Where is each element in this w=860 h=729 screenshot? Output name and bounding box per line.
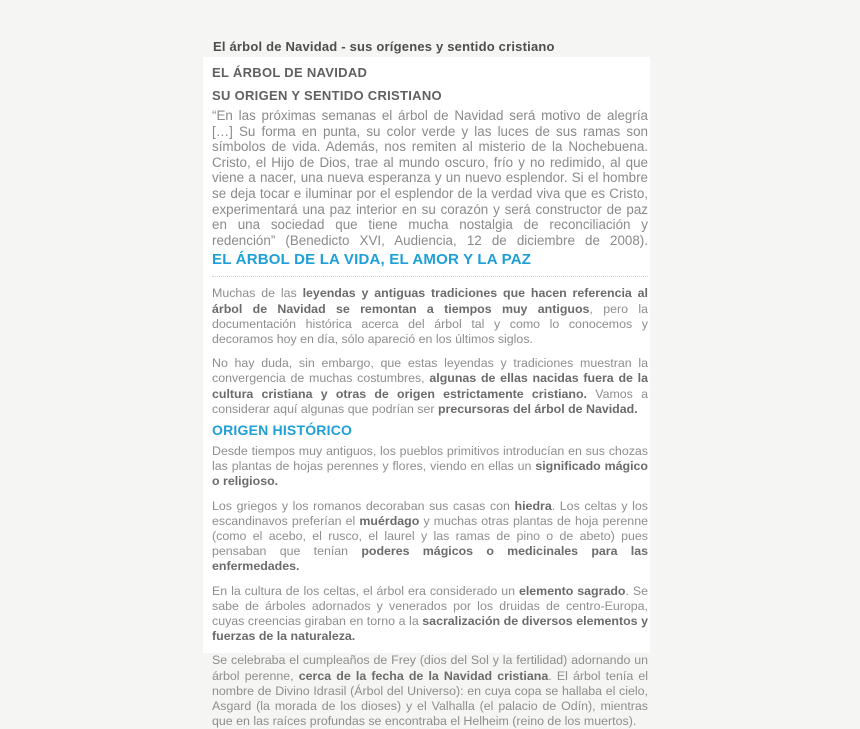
bold-text-run: leyendas y antiguas tradiciones que hacen referencia al árbol de Navidad se remontan a tiempos muy antiguos xyxy=(212,286,648,316)
text-run: . Los celtas y los escandinavos preferían el xyxy=(212,498,649,528)
paragraph-greeks-romans xyxy=(212,499,648,575)
document-title: El árbol de Navidad - sus orígenes y sentido cristiano xyxy=(213,39,555,54)
bold-text-run: significado mágico o religioso. xyxy=(212,459,648,489)
text-run: Muchas de las xyxy=(212,286,303,301)
sub-heading: SU ORIGEN Y SENTIDO CRISTIANO xyxy=(212,88,442,103)
bold-text-run: muérdago xyxy=(359,513,420,528)
paragraph-convergence xyxy=(212,356,648,417)
paragraph-celts xyxy=(212,584,648,645)
text-run: En la cultura de los celtas, el árbol era considerado un xyxy=(212,583,519,598)
text-run: Se celebraba el cumpleaños de Frey (dios del Sol y la fertilidad) adornando un árbol perenne, xyxy=(212,653,648,683)
main-heading: EL ÁRBOL DE NAVIDAD xyxy=(212,65,368,80)
bold-text-run: poderes mágicos o medicinales para las enfermedades. xyxy=(212,544,648,574)
text-run: No hay duda, sin embargo, que estas leyendas y tradiciones muestran la convergencia de muchas costumbres, xyxy=(212,356,648,386)
section-heading-tree-of-life: EL ÁRBOL DE LA VIDA, EL AMOR Y LA PAZ xyxy=(212,251,532,269)
text-run: Los griegos y los romanos decoraban sus casas con xyxy=(212,498,515,513)
bold-text-run: cerca de la fecha de la Navidad cristiana xyxy=(298,668,549,683)
bold-text-run: hiedra xyxy=(514,498,552,513)
bold-text-run: sacralización de diversos elementos y fuerzas de la naturaleza. xyxy=(212,614,648,644)
dotted-divider xyxy=(212,276,648,277)
text-run: . Se sabe de árboles adornados y venerados por los druidas de centro-Europa, cuyas creencias giraban en torno a la xyxy=(212,583,649,628)
text-run: Vamos a considerar aquí algunas que podrían ser xyxy=(212,386,648,416)
document-page xyxy=(203,57,650,729)
paragraph-legends xyxy=(212,286,648,347)
text-run: . El árbol tenía el nombre de Divino Idrasil (Árbol del Universo): en cuya copa se hallaba el cielo, Asgard (la morada de los dioses) y el Valhalla (el palacio de Odín), mientras que en las raíces profundas se encontraba el Helheim (reino de los muertos). xyxy=(212,668,649,729)
paragraph-primitive-peoples xyxy=(212,444,648,490)
intro-paragraph xyxy=(212,108,648,248)
text-run: y muchas otras plantas de hoja perenne (como el acebo, el rusco, el laurel y las ramas de pino o de abeto) pues pensaban que tenían xyxy=(212,513,648,559)
text-run: , pero la documentación histórica acerca del árbol tal y como lo conocemos y decoramos hoy en día, sólo apareció en los últimos siglos. xyxy=(212,301,648,346)
section-heading-historic-origin: ORIGEN HISTÓRICO xyxy=(212,421,353,438)
bold-text-run: precursoras del árbol de Navidad. xyxy=(437,401,638,416)
text-run: “En las próximas semanas el árbol de Navidad será motivo de alegría […] Su forma en punta, su color verde y las luces de sus ramas son símbolos de vida. Además, nos remiten al misterio de la Nochebuena. Cristo, el Hijo de Dios, trae al mundo oscuro, frío y no redimido, al que viene a nacer, una nueva esperanza y un nuevo esplendor. Si el hombre se deja tocar e iluminar por el esplendor de la verdad viva que es Cristo, experimentará una paz interior en su corazón y será constructor de paz en una sociedad que tiene mucha nostalgia de reconciliación y redención” (Benedicto XVI, Audiencia, 12 de diciembre de 2008). xyxy=(212,108,648,248)
bold-text-run: elemento sagrado xyxy=(518,583,626,598)
bold-text-run: algunas de ellas nacidas fuera de la cultura cristiana y otras de origen estrictamente cristiano. xyxy=(212,371,649,401)
paragraph-frey xyxy=(212,653,648,729)
text-run: Desde tiempos muy antiguos, los pueblos primitivos introducían en sus chozas las plantas de hojas perennes y flores, viendo en ellas un xyxy=(212,443,648,474)
